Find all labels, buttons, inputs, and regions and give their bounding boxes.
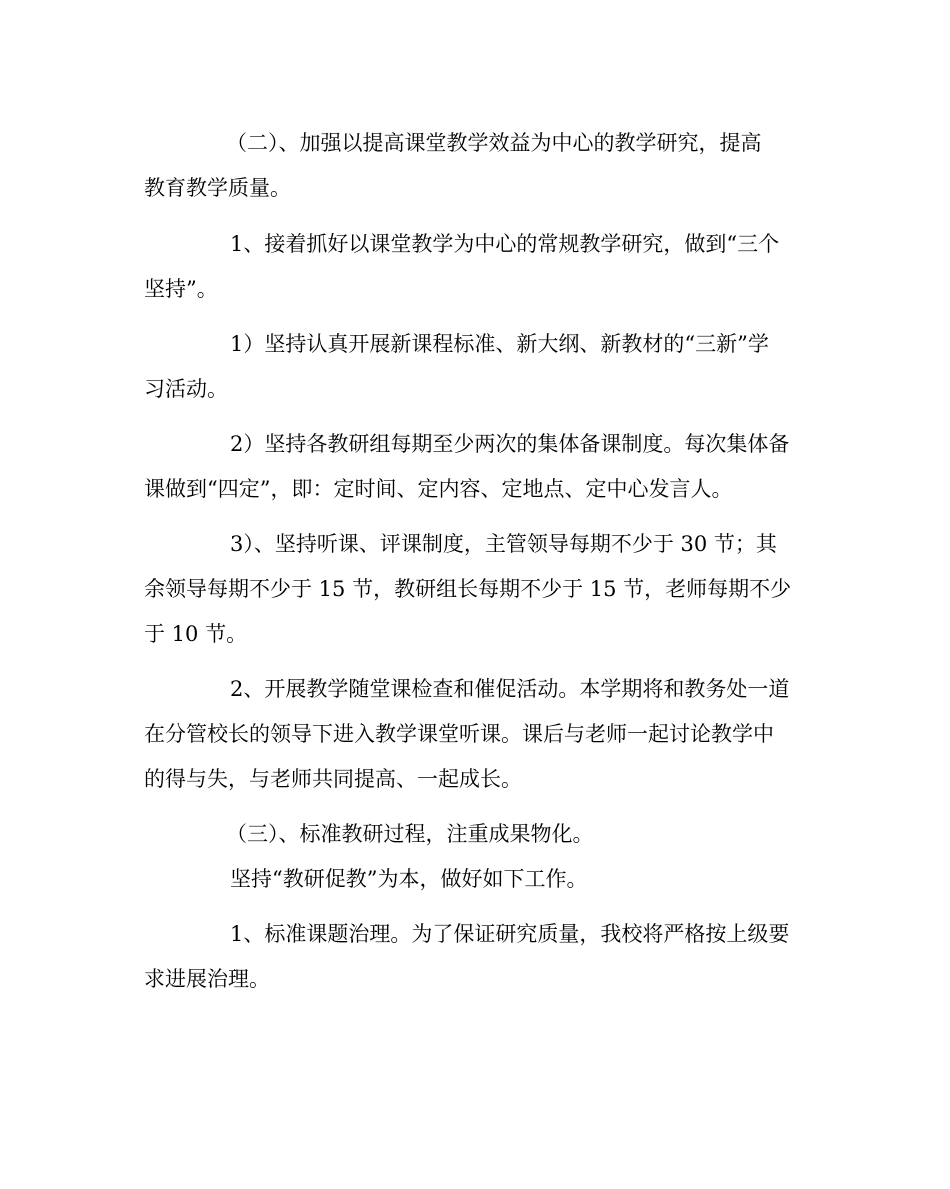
section-heading-2: （二）、加强以提高课堂教学效益为中心的教学研究，提高 xyxy=(226,131,762,155)
paragraph-line: 1）坚持认真开展新课程标准、新大纲、新教材的“三新”学 xyxy=(230,332,769,356)
paragraph-line: 求进展治理。 xyxy=(144,967,270,991)
paragraph-line: 2）坚持各教研组每期至少两次的集体备课制度。每次集体备 xyxy=(230,432,790,456)
paragraph-line: 的得与失，与老师共同提高、一起成长。 xyxy=(144,767,522,791)
paragraph-line: 1、标准课题治理。为了保证研究质量，我校将严格按上级要 xyxy=(230,922,790,946)
paragraph-line: 2、开展教学随堂课检查和催促活动。本学期将和教务处一道 xyxy=(230,677,790,701)
paragraph-line: 坚持“教研促教”为本，做好如下工作。 xyxy=(230,867,588,891)
paragraph-line: 课做到“四定”，即：定时间、定内容、定地点、定中心发言人。 xyxy=(144,477,733,501)
paragraph-line: 1、接着抓好以课堂教学为中心的常规教学研究，做到“三个 xyxy=(230,232,780,256)
paragraph-line: 坚持”。 xyxy=(144,277,218,301)
paragraph-line: 于 10 节。 xyxy=(144,622,248,646)
paragraph-line: 3）、坚持听课、评课制度，主管领导每期不少于 30 节；其 xyxy=(230,532,777,556)
paragraph-line: 余领导每期不少于 15 节，教研组长每期不少于 15 节，老师每期不少 xyxy=(144,577,792,601)
paragraph-line: 教育教学质量。 xyxy=(144,176,291,200)
paragraph-line: 在分管校长的领导下进入教学课堂听课。课后与老师一起讨论教学中 xyxy=(144,722,774,746)
paragraph-line: 习活动。 xyxy=(144,377,228,401)
section-heading-3: （三）、标准教研过程，注重成果物化。 xyxy=(226,822,594,846)
